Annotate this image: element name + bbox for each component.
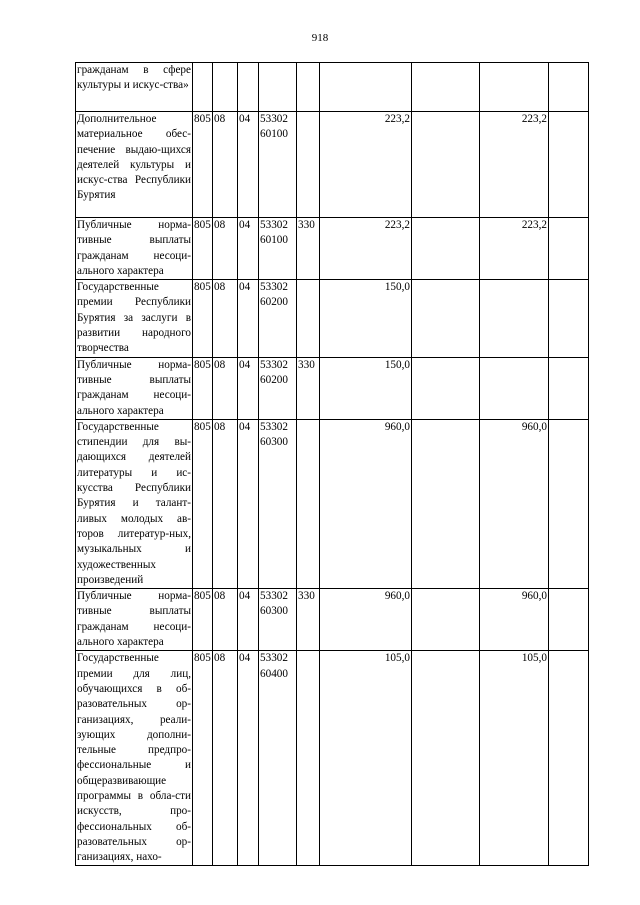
target-article-cell: 53302 60300 — [259, 419, 297, 588]
section-code-cell — [213, 63, 238, 112]
amount-cell — [549, 218, 589, 280]
amount-cell — [412, 419, 480, 588]
table-row — [76, 357, 589, 419]
table-row — [76, 218, 589, 280]
section-code-cell: 08 — [213, 357, 238, 419]
amount-cell — [412, 112, 480, 218]
amount-cell: 960,0 — [320, 419, 412, 588]
amount-cell — [549, 651, 589, 866]
row-name-cell: Публичные норма-тивные выплаты гражданам несоци-ального характера — [76, 589, 193, 651]
amount-cell — [412, 63, 480, 112]
amount-cell: 105,0 — [320, 651, 412, 866]
ministry-code-cell: 805 — [193, 589, 213, 651]
target-article-cell: 53302 60200 — [259, 280, 297, 357]
ministry-code-cell: 805 — [193, 357, 213, 419]
table-row — [76, 280, 589, 357]
row-name-cell: Публичные норма-тивные выплаты гражданам несоци-ального характера — [76, 218, 193, 280]
amount-cell — [412, 218, 480, 280]
target-article-cell: 53302 60100 — [259, 112, 297, 218]
section-code-cell: 08 — [213, 112, 238, 218]
budget-table — [75, 62, 589, 866]
subsection-code-cell: 04 — [238, 589, 259, 651]
subsection-code-cell: 04 — [238, 357, 259, 419]
amount-cell — [549, 63, 589, 112]
amount-cell — [412, 280, 480, 357]
amount-cell — [412, 651, 480, 866]
amount-cell: 150,0 — [320, 357, 412, 419]
amount-cell: 150,0 — [320, 280, 412, 357]
expense-type-cell — [297, 419, 320, 588]
amount-cell — [480, 63, 549, 112]
table-row — [76, 589, 589, 651]
ministry-code-cell: 805 — [193, 112, 213, 218]
amount-cell: 960,0 — [320, 589, 412, 651]
row-name-cell: гражданам в сфере культуры и искус-ства» — [76, 63, 193, 112]
amount-cell: 105,0 — [480, 651, 549, 866]
subsection-code-cell: 04 — [238, 280, 259, 357]
target-article-cell: 53302 60300 — [259, 589, 297, 651]
target-article-cell — [259, 63, 297, 112]
ministry-code-cell: 805 — [193, 651, 213, 866]
expense-type-cell: 330 — [297, 218, 320, 280]
expense-type-cell — [297, 112, 320, 218]
row-name-cell: Дополнительное материальное обес-печение выдаю-щихся деятелей культуры и искус-ства Республики Бурятия — [76, 112, 193, 218]
row-name-cell: Государственные стипендии для вы-дающихся деятелей литературы и ис-кусства Республики Бурятия и талант-ливых молодых ав-торов литератур-ных, музыкальных и художественных произведений — [76, 419, 193, 588]
row-name-cell: Государственные премии Республики Бурятия за заслуги в развитии народного творчества — [76, 280, 193, 357]
section-code-cell: 08 — [213, 589, 238, 651]
row-name-cell: Публичные норма-тивные выплаты гражданам несоци-ального характера — [76, 357, 193, 419]
ministry-code-cell: 805 — [193, 419, 213, 588]
amount-cell — [320, 63, 412, 112]
expense-type-cell: 330 — [297, 357, 320, 419]
amount-cell — [480, 357, 549, 419]
amount-cell — [412, 357, 480, 419]
section-code-cell: 08 — [213, 419, 238, 588]
ministry-code-cell — [193, 63, 213, 112]
table-row — [76, 63, 589, 112]
table-row — [76, 651, 589, 866]
amount-cell: 223,2 — [320, 218, 412, 280]
ministry-code-cell: 805 — [193, 218, 213, 280]
target-article-cell: 53302 60200 — [259, 357, 297, 419]
ministry-code-cell: 805 — [193, 280, 213, 357]
section-code-cell: 08 — [213, 651, 238, 866]
table-row — [76, 419, 589, 588]
expense-type-cell — [297, 280, 320, 357]
expense-type-cell: 330 — [297, 589, 320, 651]
target-article-cell: 53302 60100 — [259, 218, 297, 280]
amount-cell — [412, 589, 480, 651]
section-code-cell: 08 — [213, 218, 238, 280]
subsection-code-cell: 04 — [238, 419, 259, 588]
amount-cell: 223,2 — [480, 112, 549, 218]
amount-cell — [549, 357, 589, 419]
amount-cell — [549, 419, 589, 588]
page-number: 918 — [311, 32, 329, 44]
row-name-cell: Государственные премии для лиц, обучающихся в об-разовательных ор-ганизациях, реали-зующих дополни-тельные предпро-фессиональные и общеразвивающие программы в обла-сти искусств, про-фессиональных об-разовательных ор-ганизациях, нахо- — [76, 651, 193, 866]
subsection-code-cell — [238, 63, 259, 112]
amount-cell — [549, 112, 589, 218]
table-row — [76, 112, 589, 218]
amount-cell: 960,0 — [480, 419, 549, 588]
amount-cell — [480, 280, 549, 357]
subsection-code-cell: 04 — [238, 651, 259, 866]
subsection-code-cell: 04 — [238, 112, 259, 218]
expense-type-cell — [297, 63, 320, 112]
amount-cell — [549, 280, 589, 357]
target-article-cell: 53302 60400 — [259, 651, 297, 866]
amount-cell: 960,0 — [480, 589, 549, 651]
section-code-cell: 08 — [213, 280, 238, 357]
expense-type-cell — [297, 651, 320, 866]
amount-cell: 223,2 — [480, 218, 549, 280]
amount-cell: 223,2 — [320, 112, 412, 218]
amount-cell — [549, 589, 589, 651]
subsection-code-cell: 04 — [238, 218, 259, 280]
